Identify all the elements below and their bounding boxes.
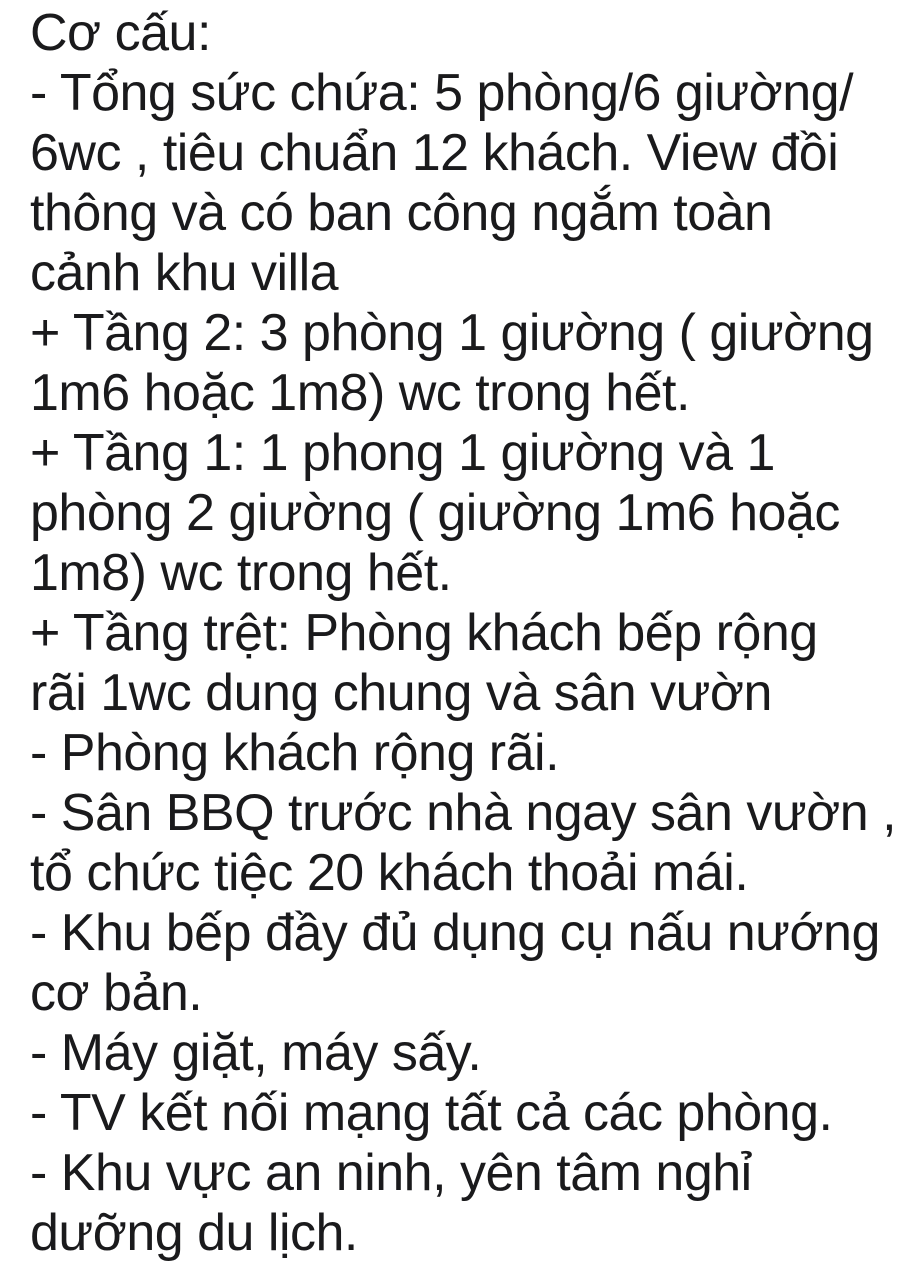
text-line: - Phòng khách rộng rãi. xyxy=(30,724,560,782)
text-line: cơ bản. xyxy=(30,964,203,1022)
text-line: 6wc , tiêu chuẩn 12 khách. View đồi xyxy=(30,124,839,182)
text-line: 1m8) wc trong hết. xyxy=(30,544,452,602)
text-line: thông và có ban công ngắm toàn xyxy=(30,184,773,242)
text-line: dưỡng du lịch. xyxy=(30,1204,358,1262)
text-line: + Tầng trệt: Phòng khách bếp rộng xyxy=(30,604,818,662)
text-line: tổ chức tiệc 20 khách thoải mái. xyxy=(30,844,749,902)
text-line: cảnh khu villa xyxy=(30,244,339,302)
text-line: - Khu vực an ninh, yên tâm nghỉ xyxy=(30,1144,752,1202)
text-line: - Máy giặt, máy sấy. xyxy=(30,1024,482,1082)
text-line: + Tầng 1: 1 phong 1 giường và 1 xyxy=(30,424,775,482)
text-line: + Tầng 2: 3 phòng 1 giường ( giường xyxy=(30,304,874,362)
text-line: - Tổng sức chứa: 5 phòng/6 giường/ xyxy=(30,64,854,122)
text-line: rãi 1wc dung chung và sân vườn xyxy=(30,664,772,722)
text-line: - Sân BBQ trước nhà ngay sân vườn , xyxy=(30,784,897,842)
text-line: - Khu bếp đầy đủ dụng cụ nấu nướng xyxy=(30,904,880,962)
text-line: phòng 2 giường ( giường 1m6 hoặc xyxy=(30,484,840,542)
text-line: 1m6 hoặc 1m8) wc trong hết. xyxy=(30,364,690,422)
text-line-heading: Cơ cấu: xyxy=(30,4,211,62)
text-line: - TV kết nối mạng tất cả các phòng. xyxy=(30,1084,833,1142)
